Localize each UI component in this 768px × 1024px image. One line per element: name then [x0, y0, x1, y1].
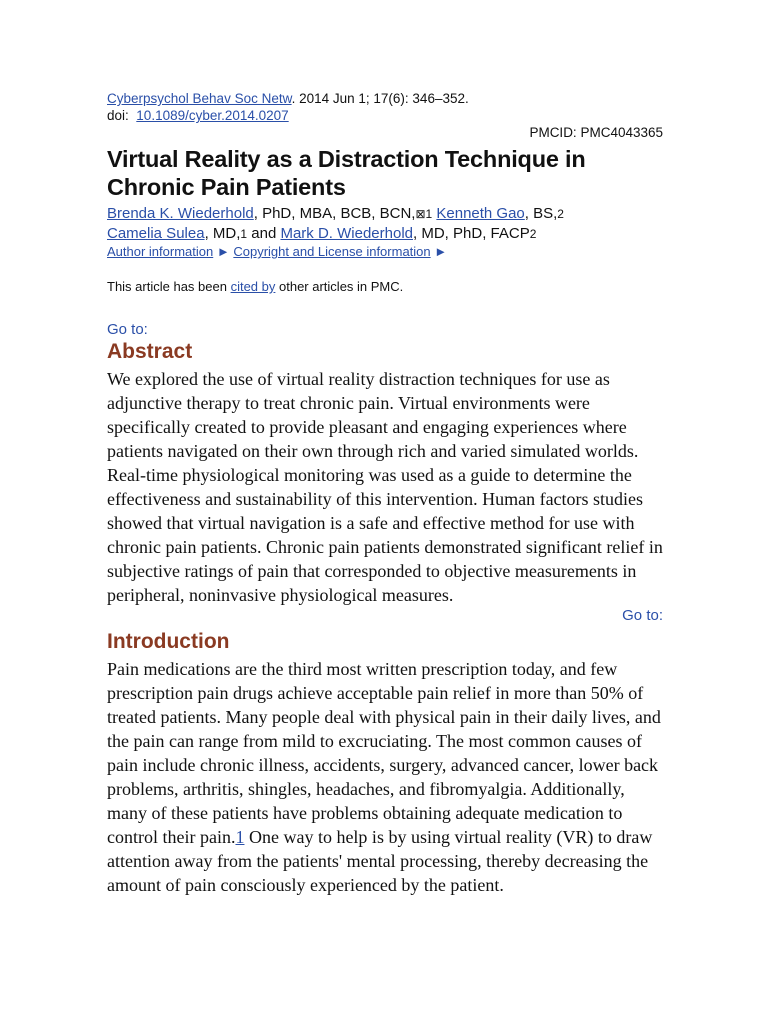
citation-details: . 2014 Jun 1; 17(6): 346–352.	[291, 91, 469, 106]
expand-arrow-icon[interactable]: ►	[434, 244, 448, 259]
author-link[interactable]: Kenneth Gao	[436, 205, 525, 222]
cited-by-note: This article has been cited by other articles in PMC.	[107, 279, 404, 294]
author-information-link[interactable]: Author information	[107, 244, 214, 259]
goto-link[interactable]: Go to:	[107, 321, 148, 338]
author-degrees: , PhD, MBA, BCB, BCN,	[253, 205, 416, 222]
author-link[interactable]: Camelia Sulea	[107, 225, 205, 242]
introduction-heading: Introduction	[107, 630, 230, 653]
introduction-text: Pain medications are the third most written prescription today, and few prescription pain drugs achieve acceptable pain relief in more than 50% of treated patients. Many people deal with physical pain in their daily lives, and the pain can range from mild to excruciating. The most common causes of pain include chronic illness, accidents, surgery, advanced cancer, lower back problems, arthritis, shingles, headaches, and fibromyalgia. Additionally, many of these patients have problems obtaining adequate medication to control their pain.1 One way to help is by using virtual reality (VR) to draw attention away from the patients' mental processing, thereby decreasing the amount of pain consciously experienced by the patient.	[107, 659, 661, 895]
abstract-heading: Abstract	[107, 340, 193, 363]
author-list	[107, 204, 663, 244]
author-affiliation: 1	[240, 227, 248, 241]
goto-link[interactable]: Go to:	[622, 607, 663, 624]
article-title: Virtual Reality as a Distraction Technique in Chronic Pain Patients	[107, 146, 586, 200]
author-link[interactable]: Brenda K. Wiederhold	[107, 205, 254, 222]
author-affiliation: 2	[529, 227, 537, 241]
doi-link[interactable]: 10.1089/cyber.2014.0207	[136, 108, 289, 123]
author-degrees: , MD,	[204, 225, 241, 242]
author-degrees: , BS,	[524, 205, 558, 222]
citation-block	[107, 90, 663, 124]
author-connector: and	[247, 225, 281, 242]
author-affiliation: 2	[557, 207, 564, 221]
cited-by-link[interactable]: cited by	[230, 279, 276, 294]
doi-row	[107, 107, 663, 124]
expand-arrow-icon[interactable]: ►	[216, 244, 230, 259]
doi-label: doi:	[107, 108, 129, 123]
article-content	[107, 90, 663, 897]
abstract-text: We explored the use of virtual reality distraction techniques for use as adjunctive therapy to treat chronic pain. Virtual environments were specifically created to provide pleasant and engaging experiences where patients navigated on their own through rich and varied simulated worlds. Real-time physiological monitoring was used as a guide to determine the effectiveness and sustainability of this intervention. Human factors studies showed that virtual navigation is a safe and effective method for use with chronic pain patients. Chronic pain patients demonstrated significant relief in subjective ratings of pain that corresponded to objective measurements in peripheral, noninvasive physiological measures.	[107, 369, 663, 605]
info-links	[107, 244, 663, 260]
copyright-license-link[interactable]: Copyright and License information	[233, 244, 431, 259]
author-degrees: , MD, PhD, FACP	[413, 225, 530, 242]
reference-link[interactable]: 1	[235, 827, 245, 847]
author-affiliation: ⊠1	[415, 207, 433, 221]
author-link[interactable]: Mark D. Wiederhold	[280, 225, 414, 242]
pmcid: PMCID: PMC4043365	[529, 125, 663, 140]
journal-link[interactable]: Cyberpsychol Behav Soc Netw	[107, 91, 292, 106]
